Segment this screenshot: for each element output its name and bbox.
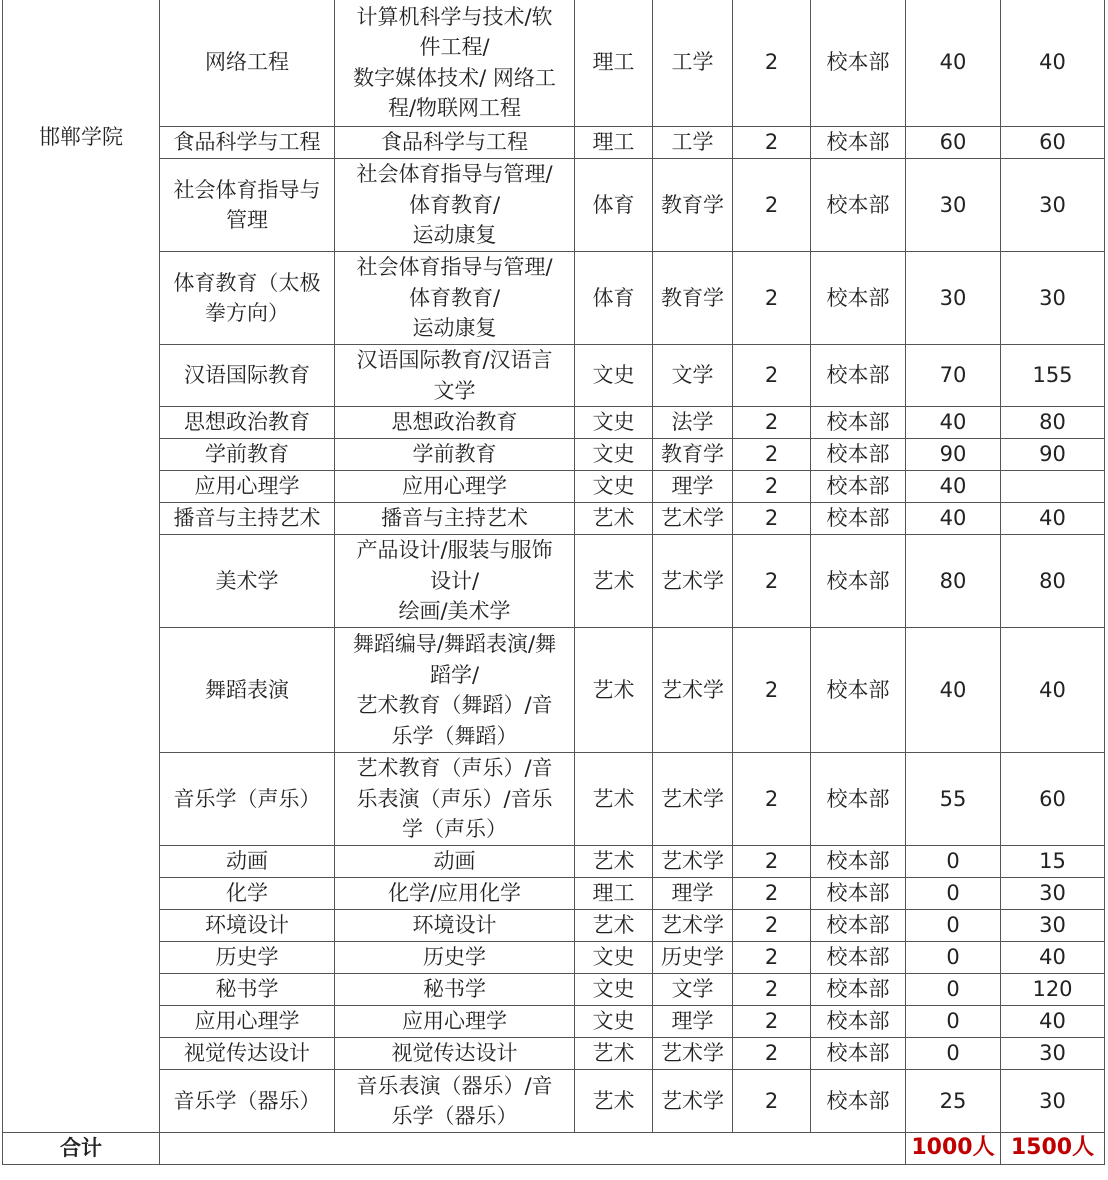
table-row bbox=[3, 0, 1105, 127]
years-cell: 2 bbox=[733, 471, 811, 503]
major-cell: 学前教育 bbox=[160, 439, 335, 471]
years-cell: 2 bbox=[733, 753, 811, 846]
table-row bbox=[3, 503, 1105, 535]
category-cell: 艺术学 bbox=[653, 753, 733, 846]
category-cell: 理学 bbox=[653, 1006, 733, 1038]
subject-cell: 文史 bbox=[575, 471, 653, 503]
total-empty-cell bbox=[160, 1133, 906, 1165]
table-row bbox=[3, 1006, 1105, 1038]
category-cell: 教育学 bbox=[653, 252, 733, 345]
table-row bbox=[3, 1038, 1105, 1070]
plan-b-cell: 40 bbox=[1001, 1006, 1105, 1038]
undergrad-major-cell: 舞蹈编导/舞蹈表演/舞 蹈学/ 艺术教育（舞蹈）/音 乐学（舞蹈） bbox=[335, 628, 575, 753]
plan-b-cell: 60 bbox=[1001, 753, 1105, 846]
table-body bbox=[3, 0, 1105, 1164]
table-row bbox=[3, 974, 1105, 1006]
undergrad-major-cell: 学前教育 bbox=[335, 439, 575, 471]
total-plan-a-cell: 1000人 bbox=[906, 1133, 1001, 1165]
subject-cell: 艺术 bbox=[575, 910, 653, 942]
category-cell: 法学 bbox=[653, 407, 733, 439]
category-cell: 艺术学 bbox=[653, 910, 733, 942]
plan-a-cell: 0 bbox=[906, 846, 1001, 878]
plan-a-cell: 0 bbox=[906, 910, 1001, 942]
location-cell: 校本部 bbox=[811, 910, 906, 942]
plan-a-cell: 30 bbox=[906, 159, 1001, 252]
category-cell: 教育学 bbox=[653, 439, 733, 471]
major-cell: 汉语国际教育 bbox=[160, 345, 335, 407]
plan-a-cell: 40 bbox=[906, 471, 1001, 503]
plan-a-cell: 40 bbox=[906, 628, 1001, 753]
plan-b-cell: 30 bbox=[1001, 1070, 1105, 1133]
category-cell: 文学 bbox=[653, 974, 733, 1006]
major-cell: 音乐学（器乐） bbox=[160, 1070, 335, 1133]
major-cell: 动画 bbox=[160, 846, 335, 878]
undergrad-major-cell: 社会体育指导与管理/ 体育教育/ 运动康复 bbox=[335, 252, 575, 345]
plan-b-cell: 120 bbox=[1001, 974, 1105, 1006]
subject-cell: 艺术 bbox=[575, 846, 653, 878]
plan-b-cell: 30 bbox=[1001, 159, 1105, 252]
location-cell: 校本部 bbox=[811, 974, 906, 1006]
plan-a-cell: 80 bbox=[906, 535, 1001, 628]
plan-a-cell: 40 bbox=[906, 0, 1001, 127]
years-cell: 2 bbox=[733, 127, 811, 159]
plan-b-cell: 30 bbox=[1001, 878, 1105, 910]
school-name-cell: 邯郸学院 bbox=[3, 0, 160, 1133]
plan-a-cell: 55 bbox=[906, 753, 1001, 846]
plan-b-cell: 30 bbox=[1001, 910, 1105, 942]
subject-cell: 艺术 bbox=[575, 503, 653, 535]
category-cell: 理学 bbox=[653, 471, 733, 503]
plan-a-cell: 25 bbox=[906, 1070, 1001, 1133]
plan-a-cell: 60 bbox=[906, 127, 1001, 159]
subject-cell: 艺术 bbox=[575, 535, 653, 628]
plan-b-cell: 40 bbox=[1001, 503, 1105, 535]
table-row bbox=[3, 345, 1105, 407]
subject-cell: 理工 bbox=[575, 127, 653, 159]
plan-a-cell: 0 bbox=[906, 974, 1001, 1006]
plan-a-cell: 0 bbox=[906, 1006, 1001, 1038]
major-cell: 视觉传达设计 bbox=[160, 1038, 335, 1070]
years-cell: 2 bbox=[733, 910, 811, 942]
years-cell: 2 bbox=[733, 878, 811, 910]
location-cell: 校本部 bbox=[811, 1070, 906, 1133]
location-cell: 校本部 bbox=[811, 628, 906, 753]
plan-a-cell: 40 bbox=[906, 503, 1001, 535]
major-cell: 播音与主持艺术 bbox=[160, 503, 335, 535]
major-cell: 应用心理学 bbox=[160, 1006, 335, 1038]
years-cell: 2 bbox=[733, 0, 811, 127]
plan-b-cell: 40 bbox=[1001, 942, 1105, 974]
subject-cell: 文史 bbox=[575, 1006, 653, 1038]
table-row bbox=[3, 127, 1105, 159]
plan-a-cell: 0 bbox=[906, 1038, 1001, 1070]
subject-cell: 文史 bbox=[575, 942, 653, 974]
total-label-cell: 合计 bbox=[3, 1133, 160, 1165]
years-cell: 2 bbox=[733, 974, 811, 1006]
location-cell: 校本部 bbox=[811, 252, 906, 345]
table-row bbox=[3, 407, 1105, 439]
major-cell: 舞蹈表演 bbox=[160, 628, 335, 753]
location-cell: 校本部 bbox=[811, 942, 906, 974]
undergrad-major-cell: 应用心理学 bbox=[335, 1006, 575, 1038]
major-cell: 历史学 bbox=[160, 942, 335, 974]
major-cell: 社会体育指导与 管理 bbox=[160, 159, 335, 252]
plan-a-cell: 90 bbox=[906, 439, 1001, 471]
table-row bbox=[3, 846, 1105, 878]
location-cell: 校本部 bbox=[811, 439, 906, 471]
years-cell: 2 bbox=[733, 942, 811, 974]
subject-cell: 艺术 bbox=[575, 1070, 653, 1133]
table-row bbox=[3, 1070, 1105, 1133]
category-cell: 文学 bbox=[653, 345, 733, 407]
years-cell: 2 bbox=[733, 439, 811, 471]
years-cell: 2 bbox=[733, 345, 811, 407]
plan-b-cell: 90 bbox=[1001, 439, 1105, 471]
plan-a-cell: 70 bbox=[906, 345, 1001, 407]
table-row bbox=[3, 753, 1105, 846]
years-cell: 2 bbox=[733, 252, 811, 345]
years-cell: 2 bbox=[733, 1070, 811, 1133]
plan-b-cell: 40 bbox=[1001, 628, 1105, 753]
category-cell: 工学 bbox=[653, 0, 733, 127]
enrollment-table bbox=[2, 0, 1105, 1165]
subject-cell: 体育 bbox=[575, 252, 653, 345]
category-cell: 历史学 bbox=[653, 942, 733, 974]
years-cell: 2 bbox=[733, 628, 811, 753]
undergrad-major-cell: 应用心理学 bbox=[335, 471, 575, 503]
plan-a-cell: 30 bbox=[906, 252, 1001, 345]
undergrad-major-cell: 艺术教育（声乐）/音 乐表演（声乐）/音乐 学（声乐） bbox=[335, 753, 575, 846]
category-cell: 教育学 bbox=[653, 159, 733, 252]
major-cell: 化学 bbox=[160, 878, 335, 910]
undergrad-major-cell: 汉语国际教育/汉语言 文学 bbox=[335, 345, 575, 407]
location-cell: 校本部 bbox=[811, 503, 906, 535]
category-cell: 艺术学 bbox=[653, 503, 733, 535]
major-cell: 体育教育（太极 拳方向） bbox=[160, 252, 335, 345]
table-row bbox=[3, 878, 1105, 910]
plan-b-cell: 30 bbox=[1001, 252, 1105, 345]
years-cell: 2 bbox=[733, 1038, 811, 1070]
table-row bbox=[3, 252, 1105, 345]
table-row bbox=[3, 159, 1105, 252]
category-cell: 艺术学 bbox=[653, 1070, 733, 1133]
plan-b-cell bbox=[1001, 471, 1105, 503]
years-cell: 2 bbox=[733, 159, 811, 252]
undergrad-major-cell: 社会体育指导与管理/ 体育教育/ 运动康复 bbox=[335, 159, 575, 252]
category-cell: 艺术学 bbox=[653, 846, 733, 878]
location-cell: 校本部 bbox=[811, 878, 906, 910]
plan-a-cell: 0 bbox=[906, 942, 1001, 974]
location-cell: 校本部 bbox=[811, 345, 906, 407]
category-cell: 艺术学 bbox=[653, 628, 733, 753]
total-row bbox=[3, 1133, 1105, 1165]
subject-cell: 理工 bbox=[575, 878, 653, 910]
years-cell: 2 bbox=[733, 846, 811, 878]
category-cell: 工学 bbox=[653, 127, 733, 159]
subject-cell: 艺术 bbox=[575, 753, 653, 846]
undergrad-major-cell: 化学/应用化学 bbox=[335, 878, 575, 910]
subject-cell: 文史 bbox=[575, 407, 653, 439]
years-cell: 2 bbox=[733, 535, 811, 628]
major-cell: 食品科学与工程 bbox=[160, 127, 335, 159]
undergrad-major-cell: 思想政治教育 bbox=[335, 407, 575, 439]
major-cell: 网络工程 bbox=[160, 0, 335, 127]
table-row bbox=[3, 910, 1105, 942]
location-cell: 校本部 bbox=[811, 1038, 906, 1070]
subject-cell: 艺术 bbox=[575, 1038, 653, 1070]
plan-b-cell: 80 bbox=[1001, 407, 1105, 439]
undergrad-major-cell: 播音与主持艺术 bbox=[335, 503, 575, 535]
location-cell: 校本部 bbox=[811, 127, 906, 159]
major-cell: 应用心理学 bbox=[160, 471, 335, 503]
undergrad-major-cell: 产品设计/服装与服饰 设计/ 绘画/美术学 bbox=[335, 535, 575, 628]
major-cell: 美术学 bbox=[160, 535, 335, 628]
table-row bbox=[3, 628, 1105, 753]
plan-b-cell: 30 bbox=[1001, 1038, 1105, 1070]
table-row bbox=[3, 439, 1105, 471]
undergrad-major-cell: 秘书学 bbox=[335, 974, 575, 1006]
subject-cell: 理工 bbox=[575, 0, 653, 127]
major-cell: 环境设计 bbox=[160, 910, 335, 942]
plan-a-cell: 0 bbox=[906, 878, 1001, 910]
undergrad-major-cell: 食品科学与工程 bbox=[335, 127, 575, 159]
plan-a-cell: 40 bbox=[906, 407, 1001, 439]
subject-cell: 文史 bbox=[575, 439, 653, 471]
location-cell: 校本部 bbox=[811, 846, 906, 878]
category-cell: 艺术学 bbox=[653, 535, 733, 628]
plan-b-cell: 80 bbox=[1001, 535, 1105, 628]
total-plan-b-cell: 1500人 bbox=[1001, 1133, 1105, 1165]
major-cell: 音乐学（声乐） bbox=[160, 753, 335, 846]
category-cell: 艺术学 bbox=[653, 1038, 733, 1070]
table-row bbox=[3, 942, 1105, 974]
location-cell: 校本部 bbox=[811, 407, 906, 439]
undergrad-major-cell: 历史学 bbox=[335, 942, 575, 974]
table-row bbox=[3, 535, 1105, 628]
years-cell: 2 bbox=[733, 1006, 811, 1038]
plan-b-cell: 40 bbox=[1001, 0, 1105, 127]
subject-cell: 艺术 bbox=[575, 628, 653, 753]
location-cell: 校本部 bbox=[811, 1006, 906, 1038]
location-cell: 校本部 bbox=[811, 159, 906, 252]
category-cell: 理学 bbox=[653, 878, 733, 910]
subject-cell: 文史 bbox=[575, 345, 653, 407]
location-cell: 校本部 bbox=[811, 471, 906, 503]
major-cell: 秘书学 bbox=[160, 974, 335, 1006]
years-cell: 2 bbox=[733, 407, 811, 439]
undergrad-major-cell: 动画 bbox=[335, 846, 575, 878]
years-cell: 2 bbox=[733, 503, 811, 535]
plan-b-cell: 155 bbox=[1001, 345, 1105, 407]
subject-cell: 体育 bbox=[575, 159, 653, 252]
undergrad-major-cell: 计算机科学与技术/软 件工程/ 数字媒体技术/ 网络工 程/物联网工程 bbox=[335, 0, 575, 127]
table-row bbox=[3, 471, 1105, 503]
location-cell: 校本部 bbox=[811, 535, 906, 628]
undergrad-major-cell: 环境设计 bbox=[335, 910, 575, 942]
location-cell: 校本部 bbox=[811, 0, 906, 127]
location-cell: 校本部 bbox=[811, 753, 906, 846]
undergrad-major-cell: 音乐表演（器乐）/音 乐学（器乐） bbox=[335, 1070, 575, 1133]
plan-b-cell: 15 bbox=[1001, 846, 1105, 878]
subject-cell: 文史 bbox=[575, 974, 653, 1006]
major-cell: 思想政治教育 bbox=[160, 407, 335, 439]
undergrad-major-cell: 视觉传达设计 bbox=[335, 1038, 575, 1070]
plan-b-cell: 60 bbox=[1001, 127, 1105, 159]
